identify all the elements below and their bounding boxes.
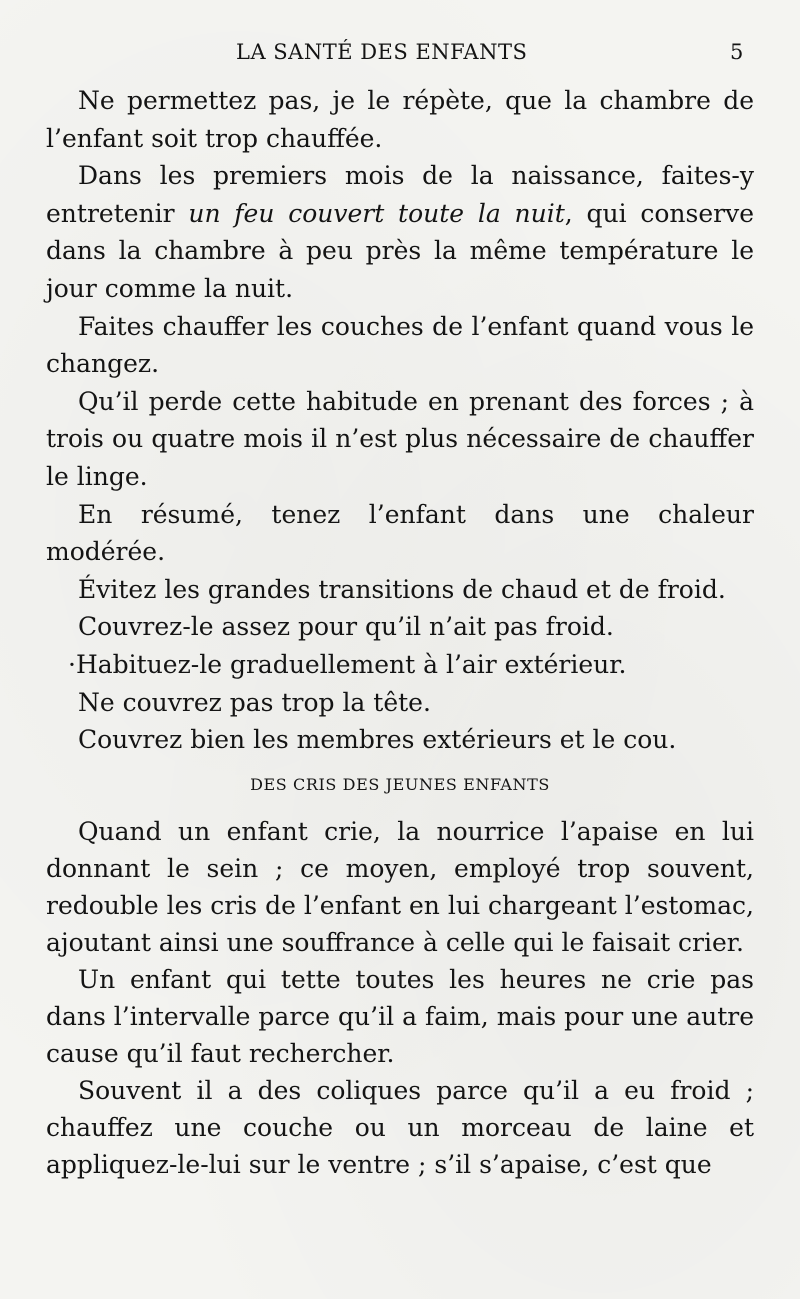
paragraph xyxy=(46,157,754,307)
paragraph: Un enfant qui tette toutes les heures ne crie pas dans l’intervalle parce qu’il a faim, mais pour une autre cause qu’il faut rechercher. xyxy=(46,964,754,1068)
paragraph: Ne permettez pas, je le répète, que la chambre de l’enfant soit trop chauffée. xyxy=(46,86,754,153)
paragraph: En résumé, tenez l’enfant dans une chaleur modérée. xyxy=(46,499,754,567)
paragraph: Ne couvrez pas trop la tête. xyxy=(78,687,431,717)
paragraph-text: , qui conserve dans la chambre à peu près la même température le jour comme la nuit. xyxy=(46,198,754,303)
page-number: 5 xyxy=(730,40,744,64)
paragraph: Souvent il a des coliques parce qu’il a eu froid ; chauffez une couche ou un morceau de laine et appliquez-le-lui sur le ventre ; s’il s’apaise, c’est que xyxy=(46,1075,754,1179)
body-text xyxy=(46,82,754,1183)
paragraph-text: Dans les premiers mois de la naissance, faites-y entretenir xyxy=(46,161,754,228)
running-head: LA SANTÉ DES ENFANTS xyxy=(236,40,528,64)
paragraph: Évitez les grandes transitions de chaud et de froid. xyxy=(78,574,726,604)
paragraph: Couvrez bien les membres extérieurs et le cou. xyxy=(78,725,677,755)
section-title: DES CRIS DES JEUNES ENFANTS xyxy=(250,774,550,794)
paragraph: Quand un enfant crie, la nourrice l’apaise en lui donnant le sein ; ce moyen, employé trop souvent, redouble les cris de l’enfant en lui chargeant l’estomac, ajoutant ainsi une souffrance à celle qui le faisait crier. xyxy=(46,816,754,957)
paragraph: Qu’il perde cette habitude en prenant des forces ; à trois ou quatre mois il n’est plus nécessaire de chauffer le linge. xyxy=(46,386,754,491)
italic-phrase: un feu couvert toute la nuit xyxy=(188,198,565,228)
paragraph: Faites chauffer les couches de l’enfant quand vous le changez. xyxy=(46,311,754,379)
paragraph: Couvrez-le assez pour qu’il n’ait pas froid. xyxy=(78,612,614,642)
paragraph: ·Habituez-le graduellement à l’air extérieur. xyxy=(68,649,627,679)
page-header xyxy=(0,36,800,66)
